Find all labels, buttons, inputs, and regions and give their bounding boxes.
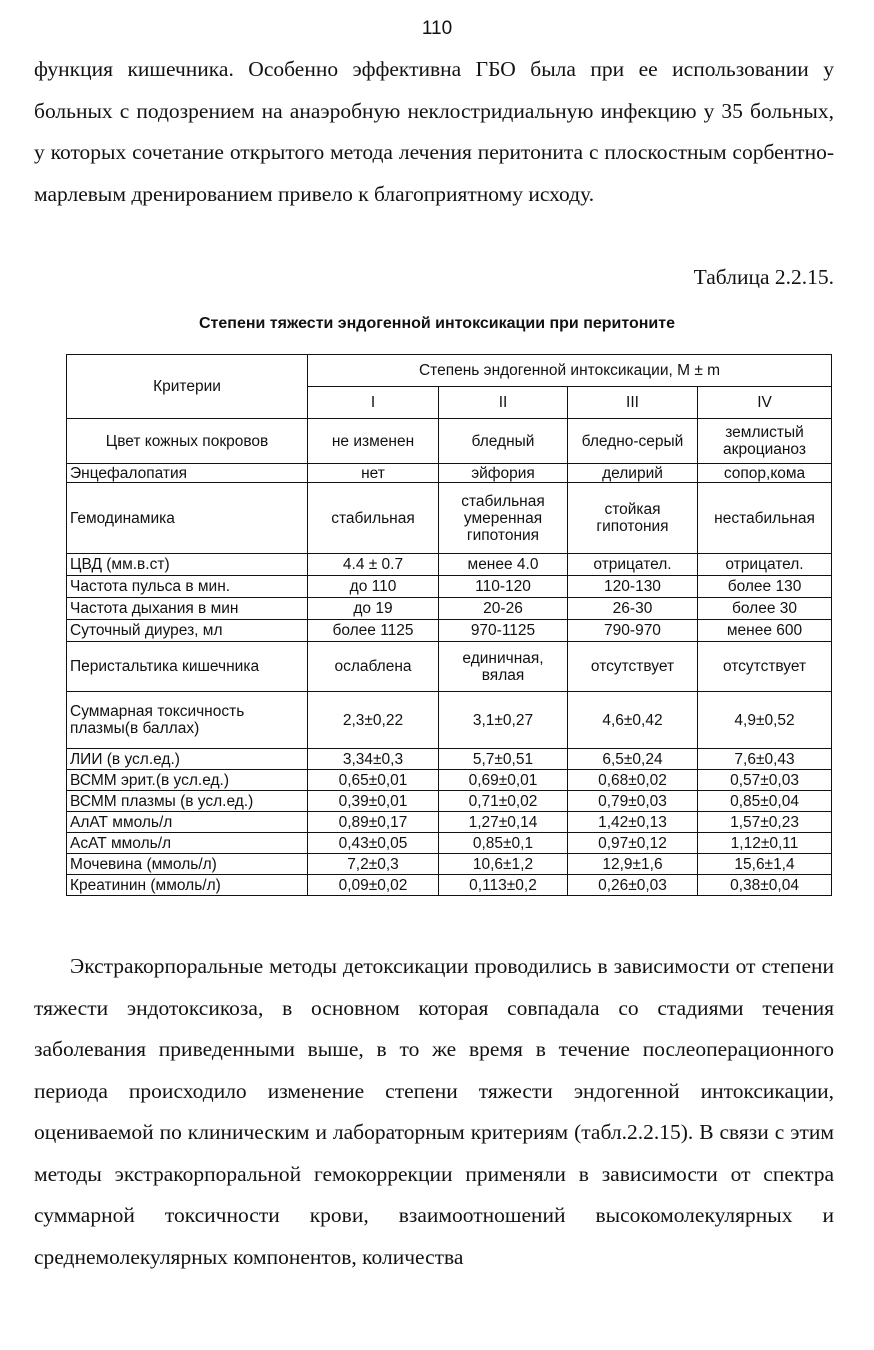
- table-cell: 0,38±0,04: [698, 875, 832, 896]
- row-label: Частота дыхания в мин: [67, 598, 308, 620]
- paragraph-top: функция кишечника. Особенно эффективна ГБО была при ее использовании у больных с подозрением на анаэробную неклостридиальную инфекцию у 35 больных, у которых сочетание открытого метода лечения перитонита с плоскостным сорбентно-марлевым дренированием привело к благоприятному исходу.: [34, 57, 834, 206]
- table-cell: 7,2±0,3: [308, 854, 439, 875]
- table-cell: 1,57±0,23: [698, 812, 832, 833]
- table-row: [67, 483, 832, 554]
- table-cell: более 30: [698, 598, 832, 620]
- table-cell: 0,85±0,1: [439, 833, 568, 854]
- table-cell: 0,97±0,12: [568, 833, 698, 854]
- table-cell: 3,1±0,27: [439, 692, 568, 749]
- row-label: Частота пульса в мин.: [67, 576, 308, 598]
- table-cell: 1,12±0,11: [698, 833, 832, 854]
- table-cell: 790-970: [568, 620, 698, 642]
- table-cell: эйфория: [439, 464, 568, 483]
- row-label: ВСММ плазмы (в усл.ед.): [67, 791, 308, 812]
- table-row: [67, 833, 832, 854]
- table-cell: 0,113±0,2: [439, 875, 568, 896]
- table-cell: 120-130: [568, 576, 698, 598]
- table-cell: 110-120: [439, 576, 568, 598]
- degree-header: II: [439, 387, 568, 419]
- table-cell: стабильная умеренная гипотония: [439, 483, 568, 554]
- paragraph-bottom: Экстракорпоральные методы детоксикации проводились в зависимости от степени тяжести эндотоксикоза, в основном которая совпадала со стадиями течения заболевания приведенными выше, в то же время в течение послеоперационного периода происходило изменение степени тяжести эндогенной интоксикации, оцениваемой по клиническим и лабораторным критериям (табл.2.2.15). В связи с этим методы экстракорпоральной гемокоррекции применяли в зависимости от спектра суммарной токсичности крови, взаимоотношений высокомолекулярных и среднемолекулярных компонентов, количества: [34, 954, 834, 1269]
- table-row: [67, 419, 832, 464]
- table-cell: стабильная: [308, 483, 439, 554]
- table-cell: 15,6±1,4: [698, 854, 832, 875]
- table-row: [67, 642, 832, 692]
- table-row: [67, 692, 832, 749]
- table-cell: 0,79±0,03: [568, 791, 698, 812]
- table-cell: 0,65±0,01: [308, 770, 439, 791]
- table-row: [67, 749, 832, 770]
- table-cell: 0,68±0,02: [568, 770, 698, 791]
- table-row: [67, 854, 832, 875]
- table-cell: 0,71±0,02: [439, 791, 568, 812]
- table-cell: 0,57±0,03: [698, 770, 832, 791]
- table-row: [67, 770, 832, 791]
- table-row: [67, 464, 832, 483]
- table-cell: единичная, вялая: [439, 642, 568, 692]
- table-row: [67, 598, 832, 620]
- table-cell: 0,43±0,05: [308, 833, 439, 854]
- table-cell: 0,89±0,17: [308, 812, 439, 833]
- group-header: Степень эндогенной интоксикации, М ± m: [308, 355, 832, 387]
- table-cell: отсутствует: [698, 642, 832, 692]
- table-cell: 4.4 ± 0.7: [308, 554, 439, 576]
- degree-header: I: [308, 387, 439, 419]
- row-label: ЛИИ (в усл.ед.): [67, 749, 308, 770]
- row-label: ЦВД (мм.в.ст): [67, 554, 308, 576]
- degree-header: IV: [698, 387, 832, 419]
- table-cell: стойкая гипотония: [568, 483, 698, 554]
- table-row: [67, 812, 832, 833]
- row-label: Цвет кожных покровов: [67, 419, 308, 464]
- table-cell: менее 600: [698, 620, 832, 642]
- degree-header: III: [568, 387, 698, 419]
- table-cell: более 1125: [308, 620, 439, 642]
- table-caption: Таблица 2.2.15.: [693, 265, 834, 289]
- table-cell: 0,85±0,04: [698, 791, 832, 812]
- table-cell: 26-30: [568, 598, 698, 620]
- table-cell: 12,9±1,6: [568, 854, 698, 875]
- row-label: Перистальтика кишечника: [67, 642, 308, 692]
- table-cell: ослаблена: [308, 642, 439, 692]
- table-row: [67, 576, 832, 598]
- table-cell: бледно-серый: [568, 419, 698, 464]
- table-cell: делирий: [568, 464, 698, 483]
- table-cell: 10,6±1,2: [439, 854, 568, 875]
- row-label: ВСММ эрит.(в усл.ед.): [67, 770, 308, 791]
- row-label: АлАТ ммоль/л: [67, 812, 308, 833]
- row-label: Суточный диурез, мл: [67, 620, 308, 642]
- table-cell: бледный: [439, 419, 568, 464]
- severity-table: [66, 354, 832, 896]
- table-cell: 6,5±0,24: [568, 749, 698, 770]
- table-row: [67, 791, 832, 812]
- table-cell: нестабильная: [698, 483, 832, 554]
- table-cell: 5,7±0,51: [439, 749, 568, 770]
- page-number: 110: [421, 18, 453, 39]
- table-cell: отсутствует: [568, 642, 698, 692]
- table-cell: до 19: [308, 598, 439, 620]
- table-cell: 4,9±0,52: [698, 692, 832, 749]
- row-label: АсАТ ммоль/л: [67, 833, 308, 854]
- table-cell: более 130: [698, 576, 832, 598]
- table-cell: отрицател.: [698, 554, 832, 576]
- table-cell: менее 4.0: [439, 554, 568, 576]
- row-label: Креатинин (ммоль/л): [67, 875, 308, 896]
- table-cell: 4,6±0,42: [568, 692, 698, 749]
- criteria-header: Критерии: [67, 355, 308, 419]
- table-cell: нет: [308, 464, 439, 483]
- row-label: Мочевина (ммоль/л): [67, 854, 308, 875]
- table-cell: землистый акроцианоз: [698, 419, 832, 464]
- table-header-row: [67, 355, 832, 387]
- table-cell: 3,34±0,3: [308, 749, 439, 770]
- table-cell: 1,27±0,14: [439, 812, 568, 833]
- table-cell: 1,42±0,13: [568, 812, 698, 833]
- table-cell: 0,09±0,02: [308, 875, 439, 896]
- table-cell: не изменен: [308, 419, 439, 464]
- table-title: Степени тяжести эндогенной интоксикации при перитоните: [199, 315, 675, 332]
- table-cell: 2,3±0,22: [308, 692, 439, 749]
- table-cell: отрицател.: [568, 554, 698, 576]
- table-cell: сопор,кома: [698, 464, 832, 483]
- table-cell: 0,39±0,01: [308, 791, 439, 812]
- table-cell: до 110: [308, 576, 439, 598]
- table-row: [67, 554, 832, 576]
- table-cell: 970-1125: [439, 620, 568, 642]
- table-cell: 0,69±0,01: [439, 770, 568, 791]
- row-label: Суммарная токсичность плазмы(в баллах): [67, 692, 308, 749]
- table-row: [67, 620, 832, 642]
- table-row: [67, 875, 832, 896]
- table-cell: 0,26±0,03: [568, 875, 698, 896]
- table-cell: 20-26: [439, 598, 568, 620]
- row-label: Гемодинамика: [67, 483, 308, 554]
- row-label: Энцефалопатия: [67, 464, 308, 483]
- table-cell: 7,6±0,43: [698, 749, 832, 770]
